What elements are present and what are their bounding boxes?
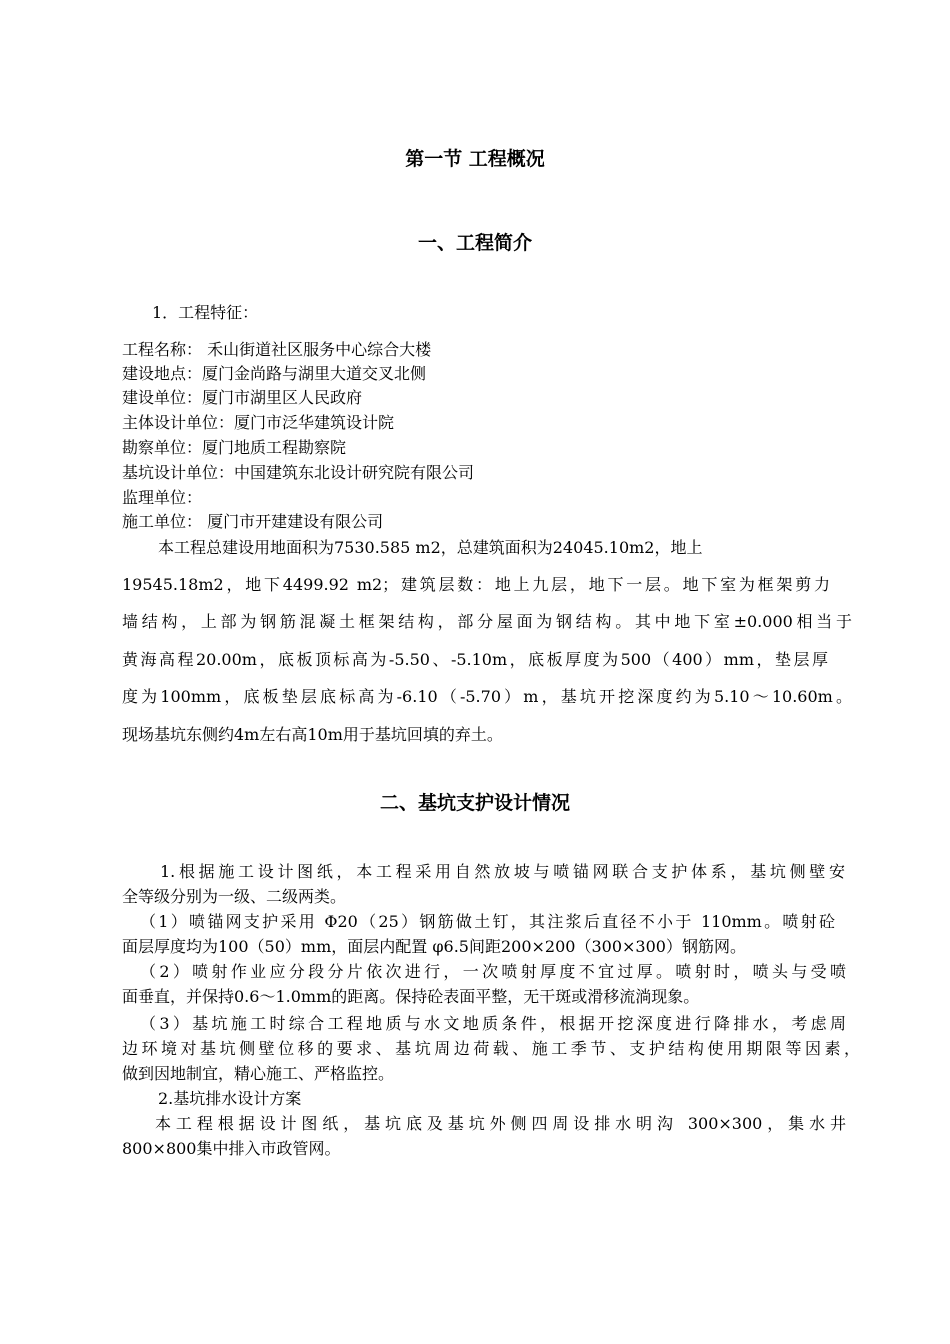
info-pit-designer: 基坑设计单位：中国建筑东北设计研究院有限公司 bbox=[122, 463, 475, 482]
design-line: （1）喷锚网支护采用 Φ20（25）钢筋做土钉，其注浆后直径不小于 110mm。喷射砼 bbox=[140, 912, 835, 931]
heading-project-intro: 一、工程简介 bbox=[417, 232, 532, 254]
info-survey: 勘察单位：厦门地质工程勘察院 bbox=[122, 438, 347, 457]
design-line: 面层厚度均为100（50）mm，面层内配置 φ6.5间距200×200（300×300）钢筋网。 bbox=[122, 937, 746, 956]
overview-line: 19545.18m2，地下4499.92 m2；建筑层数：地上九层，地下一层。地下室为框架剪力 bbox=[122, 575, 830, 594]
design-line: （3）基坑施工时综合工程地质与水文地质条件，根据开挖深度进行降排水，考虑周 bbox=[140, 1014, 846, 1033]
design-line: 边环境对基坑侧壁位移的要求、基坑周边荷载、施工季节、支护结构使用期限等因素， bbox=[122, 1039, 860, 1058]
section-title: 第一节 工程概况 bbox=[405, 148, 545, 170]
design-line: 1.根据施工设计图纸，本工程采用自然放坡与喷锚网联合支护体系，基坑侧壁安 bbox=[160, 862, 845, 881]
overview-line: 墙结构，上部为钢筋混凝土框架结构，部分屋面为钢结构。其中地下室±0.000相当于 bbox=[122, 612, 852, 631]
info-contractor: 施工单位： 厦门市开建建设有限公司 bbox=[122, 512, 384, 531]
overview-line: 现场基坑东侧约4m左右高10m用于基坑回填的弃土。 bbox=[122, 725, 503, 744]
features-label: 1．工程特征： bbox=[152, 303, 259, 322]
info-owner: 建设单位：厦门市湖里区人民政府 bbox=[122, 388, 363, 407]
heading-support-design: 二、基坑支护设计情况 bbox=[379, 792, 570, 814]
overview-line: 度为100mm，底板垫层底标高为-6.10（-5.70）m，基坑开挖深度约为5.10～10.60m。 bbox=[122, 687, 852, 706]
design-line: 全等级分别为一级、二级两类。 bbox=[122, 887, 347, 906]
design-line: 本工程根据设计图纸，基坑底及基坑外侧四周设排水明沟 300×300，集水井 bbox=[155, 1114, 846, 1133]
overview-line: 黄海高程20.00m，底板顶标高为-5.50、-5.10m，底板厚度为500（400）mm，垫层厚 bbox=[122, 650, 828, 669]
drainage-heading: 2.基坑排水设计方案 bbox=[158, 1089, 302, 1108]
info-location: 建设地点：厦门金尚路与湖里大道交叉北侧 bbox=[122, 364, 427, 383]
design-line: 800×800集中排入市政管网。 bbox=[122, 1139, 341, 1158]
design-line: 做到因地制宜，精心施工、严格监控。 bbox=[122, 1064, 395, 1083]
info-supervisor: 监理单位： bbox=[122, 488, 203, 507]
design-line: 面垂直，并保持0.6～1.0mm的距离。保持砼表面平整，无干斑或滑移流淌现象。 bbox=[122, 987, 700, 1006]
overview-line: 本工程总建设用地面积为7530.585 m2，总建筑面积为24045.10m2，地上 bbox=[158, 538, 703, 557]
design-line: （2）喷射作业应分段分片依次进行，一次喷射厚度不宜过厚。喷射时，喷头与受喷 bbox=[140, 962, 846, 981]
info-main-designer: 主体设计单位：厦门市泛华建筑设计院 bbox=[122, 413, 395, 432]
info-project-name: 工程名称： 禾山街道社区服务中心综合大楼 bbox=[122, 340, 432, 359]
